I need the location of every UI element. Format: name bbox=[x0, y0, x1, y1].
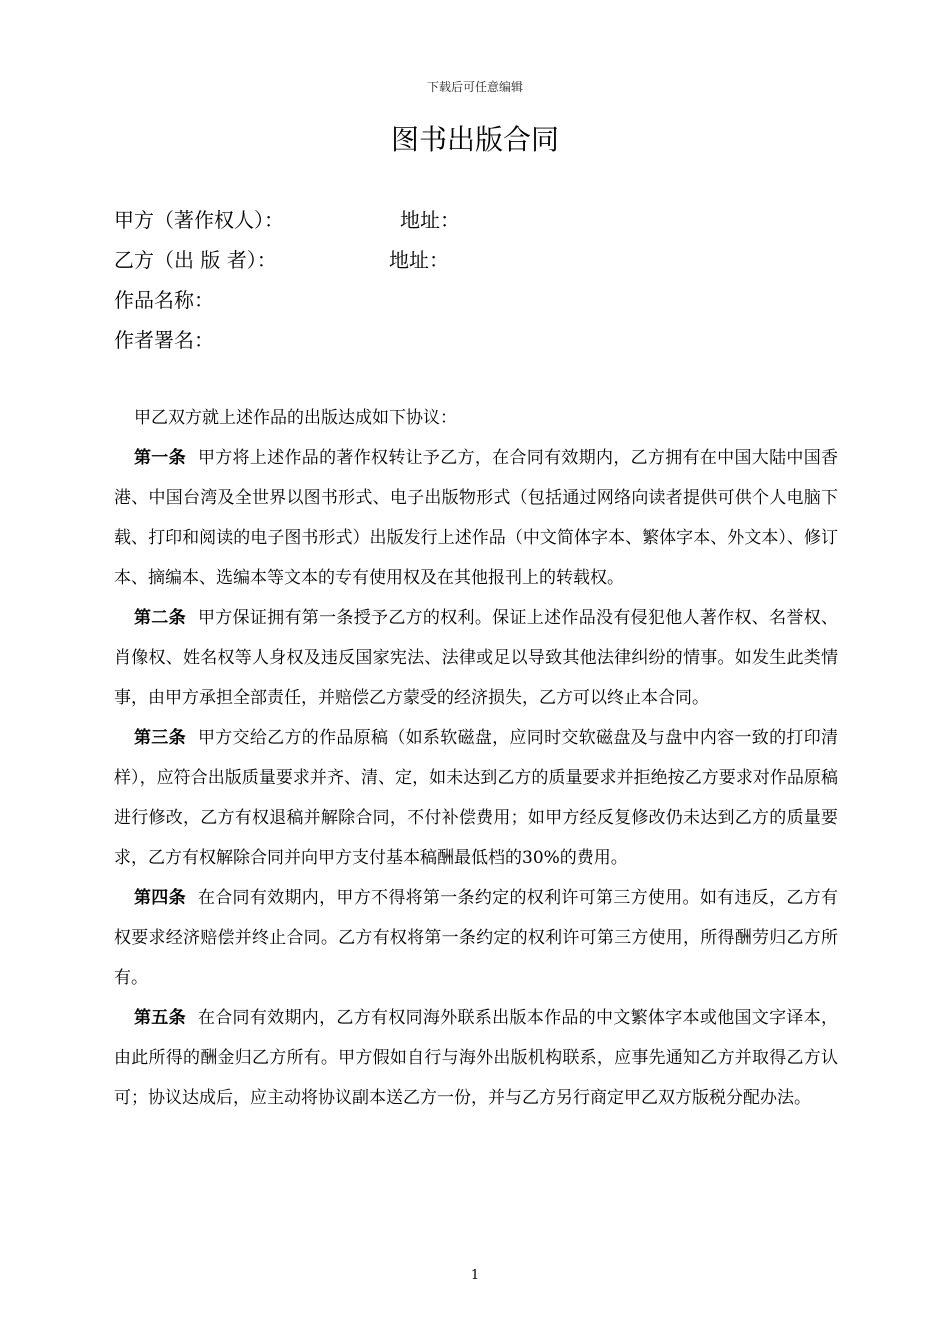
intro-paragraph: 甲乙双方就上述作品的出版达成如下协议： bbox=[134, 408, 457, 428]
article-3-text: 甲方交给乙方的作品原稿（如系软磁盘，应同时交软磁盘及与盘中内容一致的打印清样），应符合出版质量要求并齐、清、定，如未达到乙方的质量要求并拒绝按乙方要求对作品原稿进行修改，乙方有权退稿并解除合同，不付补偿费用；如甲方经反复修改仍未达到乙方的质量要求，乙方有权解除合同并向甲方支付基本稿酬最低档的30%的费用。 bbox=[114, 728, 839, 868]
author-name-label: 作者署名： bbox=[114, 328, 214, 352]
article-2 bbox=[114, 598, 838, 718]
article-2-label: 第二条 bbox=[134, 608, 186, 628]
party-b-line bbox=[114, 240, 449, 280]
contract-body bbox=[114, 398, 838, 1118]
article-1-text: 甲方将上述作品的著作权转让予乙方，在合同有效期内，乙方拥有在中国大陆中国香港、中国台湾及全世界以图书形式、电子出版物形式（包括通过网络向读者提供可供个人电脑下载、打印和阅读的电子图书形式）出版发行上述作品（中文简体字本、繁体字本、外文本）、修订本、摘编本、选编本等文本的专有使用权及在其他报刊上的转载权。 bbox=[114, 448, 839, 588]
work-title-line bbox=[114, 280, 284, 320]
party-a-address-label: 地址： bbox=[400, 208, 460, 232]
article-4 bbox=[114, 878, 838, 998]
document-title: 图书出版合同 bbox=[390, 123, 559, 156]
page-number: 1 bbox=[470, 1268, 480, 1283]
header-note: 下载后可任意编辑 bbox=[426, 80, 523, 94]
article-4-text: 在合同有效期内，甲方不得将第一条约定的权利许可第三方使用。如有违反，乙方有权要求经济赔偿并终止合同。乙方有权将第一条约定的权利许可第三方使用，所得酬劳归乙方所有。 bbox=[114, 888, 839, 988]
article-3 bbox=[114, 718, 838, 878]
article-1-label: 第一条 bbox=[134, 448, 186, 468]
article-5-text: 在合同有效期内，乙方有权同海外联系出版本作品的中文繁体字本或他国文字译本，由此所得的酬金归乙方所有。甲方假如自行与海外出版机构联系，应事先通知乙方并取得乙方认可；协议达成后，应主动将协议副本送乙方一份，并与乙方另行商定甲乙双方版税分配办法。 bbox=[114, 1008, 839, 1108]
article-2-text: 甲方保证拥有第一条授予乙方的权利。保证上述作品没有侵犯他人著作权、名誉权、肖像权、姓名权等人身权及违反国家宪法、法律或足以导致其他法律纠纷的情事。如发生此类情事，由甲方承担全部责任，并赔偿乙方蒙受的经济损失，乙方可以终止本合同。 bbox=[114, 608, 839, 708]
parties-section bbox=[114, 200, 460, 360]
work-title-label: 作品名称： bbox=[114, 288, 214, 312]
article-4-label: 第四条 bbox=[134, 888, 186, 908]
article-5 bbox=[114, 998, 838, 1118]
article-1 bbox=[114, 438, 838, 598]
party-b-address-label: 地址： bbox=[389, 248, 449, 272]
article-5-label: 第五条 bbox=[134, 1008, 186, 1028]
author-name-line bbox=[114, 320, 284, 360]
article-3-label: 第三条 bbox=[134, 728, 186, 748]
party-a-line bbox=[114, 200, 460, 240]
party-a-label: 甲方（著作权人）： bbox=[114, 208, 284, 232]
party-b-label: 乙方（出 版 者）： bbox=[114, 248, 277, 272]
